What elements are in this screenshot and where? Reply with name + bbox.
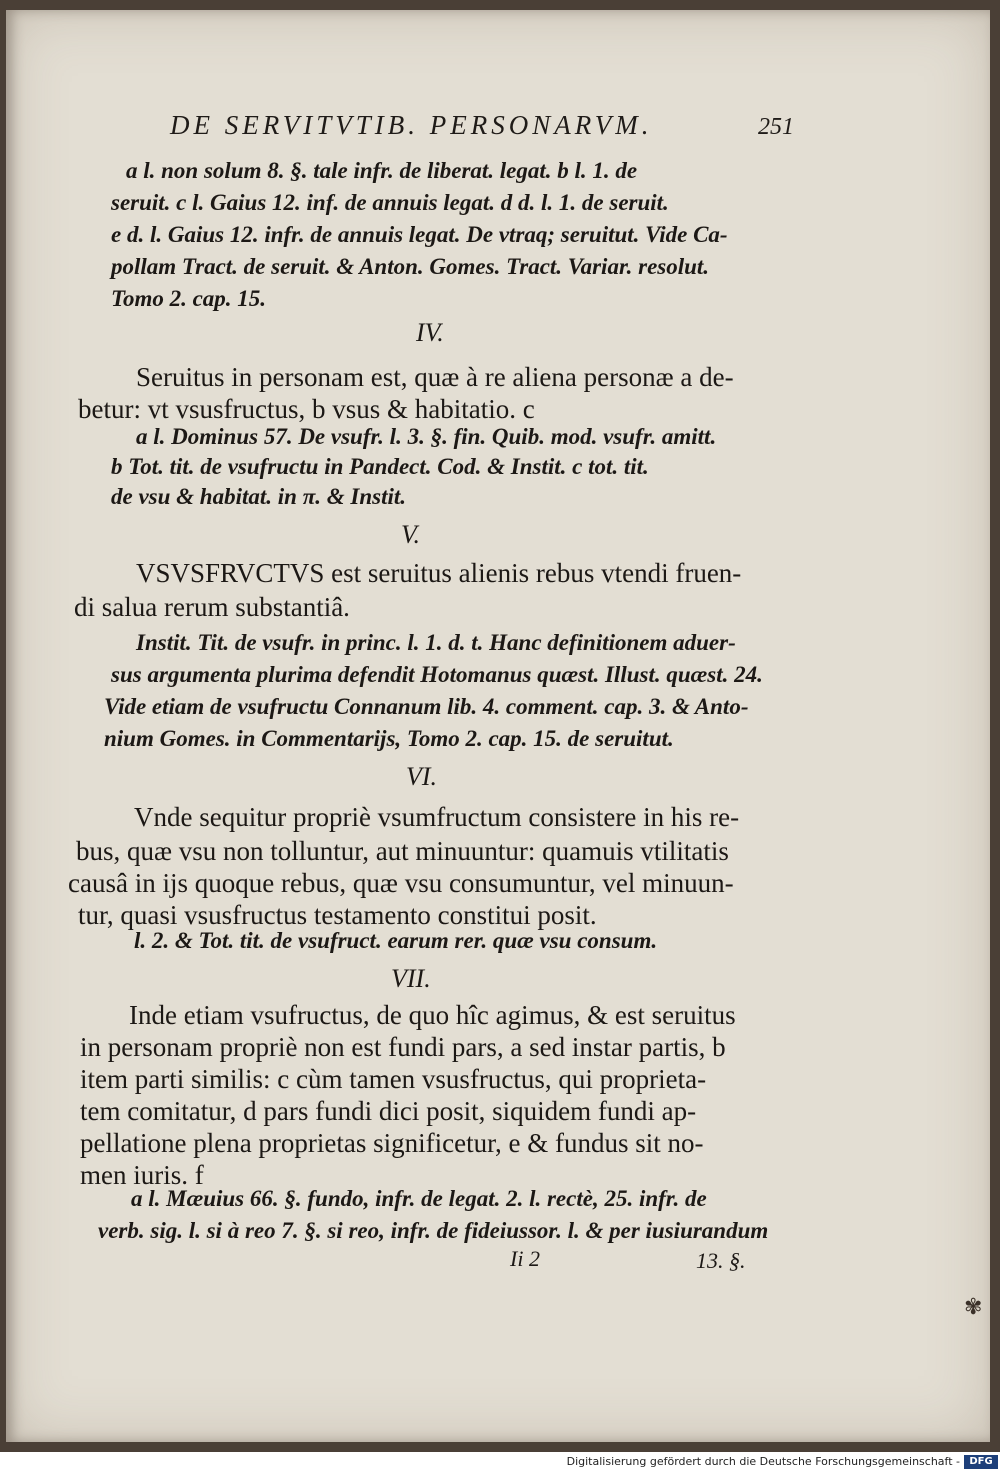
page-number: 251 bbox=[758, 114, 794, 140]
running-header: DE SERVITVTIB. PERSONARVM. bbox=[170, 110, 653, 140]
body-text-line: pellatione plena proprietas significetur, e & fundus sit no- bbox=[80, 1128, 704, 1158]
footnote-line: a l. Dominus 57. De vsufr. l. 3. §. fin. Quib. mod. vsufr. amitt. bbox=[136, 424, 717, 449]
footnote-line: Tomo 2. cap. 15. bbox=[111, 286, 267, 311]
body-text-line: tem comitatur, d pars fundi dici posit, siquidem fundi ap- bbox=[80, 1096, 697, 1126]
footnote-line: Instit. Tit. de vsufr. in princ. l. 1. d. t. Hanc definitionem aduer- bbox=[136, 630, 736, 655]
footnote-line: verb. sig. l. si à reo 7. §. si reo, infr. de fideiussor. l. & per iusiurandum bbox=[98, 1218, 769, 1243]
section-number: V. bbox=[401, 520, 421, 549]
footnote-line: pollam Tract. de seruit. & Anton. Gomes. Tract. Variar. resolut. bbox=[111, 254, 710, 279]
section-number: VII. bbox=[391, 964, 431, 993]
body-text-line: men iuris. f bbox=[80, 1160, 204, 1190]
funding-notice: Digitalisierung gefördert durch die Deutsche Forschungsgemeinschaft - bbox=[566, 1455, 960, 1468]
section-number: IV. bbox=[416, 318, 444, 347]
dfg-logo-icon: DFG bbox=[964, 1455, 998, 1469]
body-text-line: in personam propriè non est fundi pars, a sed instar partis, b bbox=[80, 1032, 726, 1062]
body-text-line: di salua rerum substantiâ. bbox=[74, 592, 350, 622]
footnote-line: e d. l. Gaius 12. infr. de annuis legat. De vtraq; seruitut. Vide Ca- bbox=[111, 222, 728, 247]
footnote-line: seruit. c l. Gaius 12. inf. de annuis legat. d d. l. 1. de seruit. bbox=[111, 190, 669, 215]
book-page bbox=[6, 10, 990, 1442]
footnote-line: sus argumenta plurima defendit Hotomanus quæst. Illust. quæst. 24. bbox=[111, 662, 763, 687]
footnote-line: a l. Mæuius 66. §. fundo, infr. de legat. 2. l. rectè, 25. infr. de bbox=[131, 1186, 707, 1211]
body-text-line: causâ in ijs quoque rebus, quæ vsu consumuntur, vel minuun- bbox=[68, 868, 734, 898]
body-text-line: Seruitus in personam est, quæ à re aliena personæ a de- bbox=[136, 362, 734, 392]
footnote-line: de vsu & habitat. in π. & Instit. bbox=[111, 484, 407, 509]
ornament-icon: ✾ bbox=[964, 1294, 983, 1319]
body-text-line: Vnde sequitur propriè vsumfructum consistere in his re- bbox=[134, 802, 740, 832]
footnote-line: a l. non solum 8. §. tale infr. de liberat. legat. b l. 1. de bbox=[126, 158, 638, 183]
footer-bar bbox=[0, 1452, 1000, 1474]
body-text-line: item parti similis: c cùm tamen vsusfructus, qui proprieta- bbox=[80, 1064, 707, 1094]
body-text-line: Inde etiam vsufructus, de quo hîc agimus, & est seruitus bbox=[129, 1000, 736, 1030]
footnote-line: l. 2. & Tot. tit. de vsufruct. earum rer. quæ vsu consum. bbox=[134, 928, 658, 953]
body-text-line: betur: vt vsusfructus, b vsus & habitatio. c bbox=[78, 394, 535, 424]
footnote-line: nium Gomes. in Commentarijs, Tomo 2. cap. 15. de seruitut. bbox=[104, 726, 674, 751]
catchword: 13. §. bbox=[696, 1248, 746, 1273]
footnote-line: Vide etiam de vsufructu Connanum lib. 4. comment. cap. 3. & Anto- bbox=[104, 694, 749, 719]
signature-mark: Ii 2 bbox=[510, 1246, 540, 1271]
body-text-line: VSVSFRVCTVS est seruitus alienis rebus vtendi fruen- bbox=[136, 558, 742, 588]
page-content bbox=[6, 10, 990, 1442]
section-number: VI. bbox=[406, 762, 438, 791]
body-text-line: tur, quasi vsusfructus testamento constitui posit. bbox=[78, 900, 597, 930]
footnote-line: b Tot. tit. de vsufructu in Pandect. Cod. & Instit. c tot. tit. bbox=[111, 454, 649, 479]
body-text-line: bus, quæ vsu non tolluntur, aut minuuntur: quamuis vtilitatis bbox=[76, 836, 729, 866]
